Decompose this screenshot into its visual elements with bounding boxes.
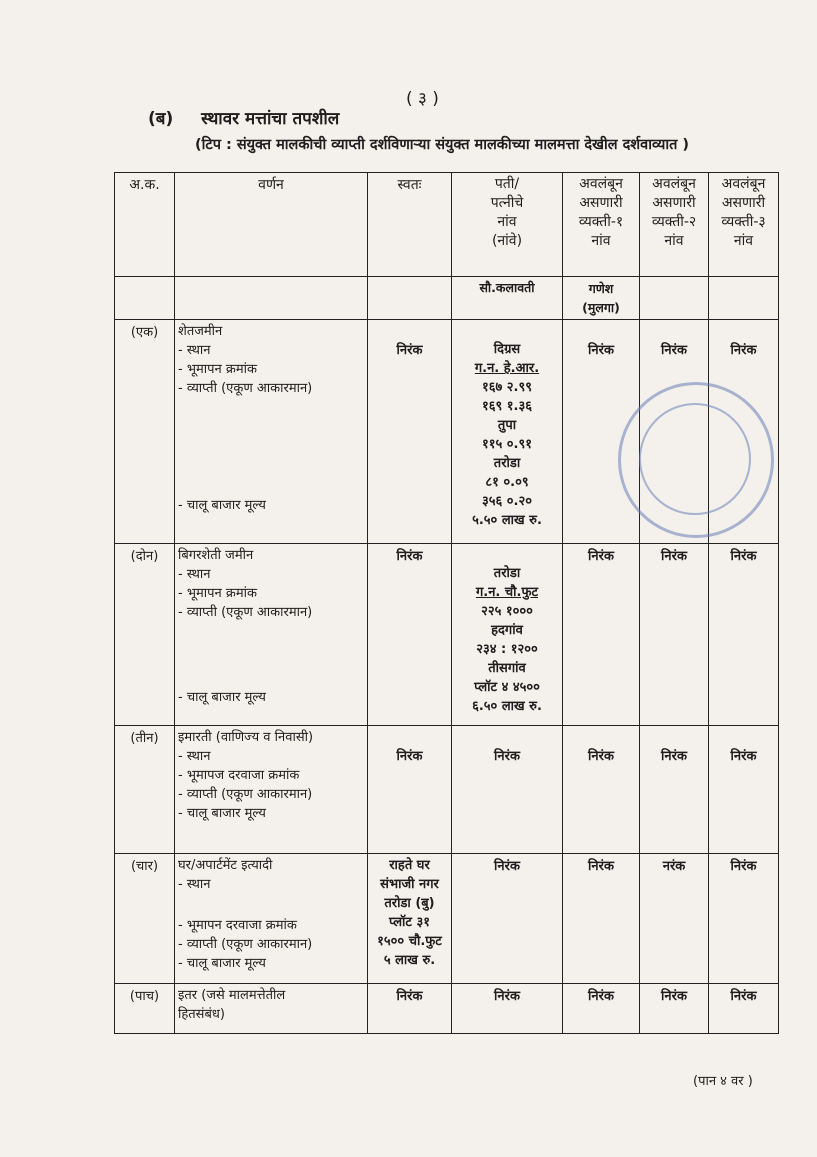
header-line: अवलंबून: [652, 176, 696, 192]
row-field: - भूमापज दरवाजा क्रमांक: [178, 768, 300, 783]
place-name: तरोडा: [493, 456, 521, 471]
residence-line: तरोडा (बु): [384, 896, 435, 911]
spouse-value: [452, 544, 563, 726]
header-row: [115, 173, 779, 277]
dependent-1-value: निरंक: [563, 726, 640, 854]
row-description: [175, 544, 368, 726]
dependent-3-value: निरंक: [709, 726, 779, 854]
row-serial: (पाच): [115, 984, 175, 1034]
subheader-row: [115, 277, 779, 320]
row-field: - स्थान: [178, 877, 211, 892]
row-title: बिगरशेती जमीन: [178, 548, 254, 563]
self-value: निरंक: [368, 320, 452, 544]
header-line: असणारी: [721, 195, 766, 211]
dependent-1-value: निरंक: [563, 854, 640, 984]
spouse-value: [452, 320, 563, 544]
dependent-1-name: [563, 277, 640, 320]
header-line: व्यक्ती-१: [578, 214, 624, 230]
header-line: पत्नीचे: [490, 195, 524, 211]
survey-header: ग.न. हे.आर.: [474, 361, 540, 376]
survey-entry: ११५ ०.९१: [481, 437, 533, 452]
header-line: नांव: [497, 214, 517, 230]
survey-entry: ८१ ०.०९: [485, 475, 529, 490]
row-field: - भूमापन दरवाजा क्रमांक: [178, 918, 297, 933]
subheader-cell: [115, 277, 175, 320]
dependent-1-value: निरंक: [563, 320, 640, 544]
dependent-3-value: निरंक: [709, 544, 779, 726]
self-value: [368, 854, 452, 984]
header-self: स्वतः: [368, 173, 452, 277]
table-row: [115, 726, 779, 854]
subheader-cell: [175, 277, 368, 320]
row-serial: (एक): [115, 320, 175, 544]
dependent-1-value: निरंक: [563, 984, 640, 1034]
place-name: दिग्रस: [493, 342, 521, 357]
header-description: वर्णन: [175, 173, 368, 277]
header-sr: अ.क.: [115, 173, 175, 277]
residence-line: संभाजी नगर: [380, 877, 439, 892]
survey-entry: २२५ १०००: [481, 604, 533, 619]
table-row: [115, 854, 779, 984]
row-field: - स्थान: [178, 567, 211, 582]
section-label: (ब): [148, 109, 174, 129]
header-line: अवलंबून: [721, 176, 766, 192]
row-serial: (दोन): [115, 544, 175, 726]
row-title: इतर (जसे मालमत्तेतील: [178, 988, 286, 1003]
residence-line: प्लॉट ३१: [388, 915, 431, 930]
dependent-1-value: निरंक: [563, 544, 640, 726]
row-field: - भूमापन क्रमांक: [178, 362, 257, 377]
header-line: अवलंबून: [579, 176, 623, 192]
dependent-2-value: नरंक: [640, 854, 709, 984]
survey-entry: १६९ १.३६: [481, 399, 533, 414]
row-field: - स्थान: [178, 343, 211, 358]
place-name: तीसगांव: [488, 661, 526, 676]
residence-line: ५ लाख रु.: [383, 953, 436, 968]
header-dependent-1: [563, 173, 640, 277]
subheader-cell: [368, 277, 452, 320]
header-line: नांव: [733, 233, 754, 249]
dependent-3-value: निरंक: [709, 854, 779, 984]
subheader-cell: [709, 277, 779, 320]
row-field: - चालू बाजार मूल्य: [178, 956, 266, 971]
dependent-2-value: निरंक: [640, 984, 709, 1034]
note-text: (टिप : संयुक्त मालकीची व्याप्ती दर्शविणाऱ्या संयुक्त मालकीच्या मालमत्ता देखील दर्शवाव्यात ): [195, 137, 690, 153]
place-name: तुपा: [497, 418, 517, 433]
row-market-value: - चालू बाजार मूल्य: [178, 690, 266, 705]
market-value: ५.५० लाख रु.: [472, 513, 542, 528]
table-row: [115, 544, 779, 726]
survey-entry: २३४ : १२००: [476, 642, 538, 657]
survey-entry: १६७ २.९९: [481, 380, 533, 395]
header-line: असणारी: [579, 195, 623, 211]
row-field: - भूमापन क्रमांक: [178, 586, 257, 601]
place-name: तरोडा: [493, 566, 521, 581]
survey-header: ग.न. चौ.फुट: [475, 585, 539, 600]
dependent-2-value: निरंक: [640, 544, 709, 726]
spouse-value: निरंक: [452, 984, 563, 1034]
dependent-2-value: निरंक: [640, 320, 709, 544]
row-title: इमारती (वाणिज्य व निवासी): [178, 730, 314, 745]
row-field: - व्याप्ती (एकूण आकारमान): [178, 937, 313, 952]
section-heading: [148, 106, 339, 129]
header-line: (नांवे): [491, 233, 523, 249]
assets-table: [114, 172, 779, 1034]
row-market-value: - चालू बाजार मूल्य: [178, 498, 266, 513]
row-serial: (तीन): [115, 726, 175, 854]
residence-line: राहते घर: [389, 858, 430, 873]
row-title: शेतजमीन: [178, 324, 223, 339]
header-dependent-3: [709, 173, 779, 277]
survey-entry: प्लॉट ४ ४५००: [474, 680, 540, 695]
subheader-cell: [640, 277, 709, 320]
row-description: [175, 854, 368, 984]
header-line: नांव: [664, 233, 684, 249]
dependent-3-value: निरंक: [709, 320, 779, 544]
survey-entry: ३५६ ०.२०: [481, 494, 533, 509]
spouse-value: निरंक: [452, 726, 563, 854]
dependent-2-value: निरंक: [640, 726, 709, 854]
row-field: - व्याप्ती (एकूण आकारमान): [178, 787, 313, 802]
row-field: - व्याप्ती (एकूण आकारमान): [178, 381, 313, 396]
dependent-3-value: निरंक: [709, 984, 779, 1034]
section-title: स्थावर मत्तांचा तपशील: [201, 109, 340, 129]
row-field: - स्थान: [178, 749, 211, 764]
market-value: ६.५० लाख रु.: [472, 699, 542, 714]
header-line: पती/: [494, 176, 520, 192]
self-value: निरंक: [368, 726, 452, 854]
continued-note: (पान ४ वर ): [693, 1074, 753, 1089]
spouse-name: सौ.कलावती: [452, 277, 563, 320]
dependent-1-relation: (मुलगा): [582, 300, 620, 315]
row-field: - व्याप्ती (एकूण आकारमान): [178, 605, 313, 620]
row-description: [175, 726, 368, 854]
header-line: असणारी: [652, 195, 696, 211]
table-row: [115, 320, 779, 544]
row-description: [175, 320, 368, 544]
row-title: घर/अपार्टमेंट इत्यादी: [178, 858, 273, 873]
spouse-value: निरंक: [452, 854, 563, 984]
header-dependent-2: [640, 173, 709, 277]
header-line: नांव: [591, 233, 611, 249]
row-field: - चालू बाजार मूल्य: [178, 806, 266, 821]
table-row: [115, 984, 779, 1034]
header-line: व्यक्ती-३: [721, 214, 766, 230]
header-line: व्यक्ती-२: [651, 214, 697, 230]
self-value: निरंक: [368, 544, 452, 726]
header-spouse: [452, 173, 563, 277]
residence-line: १५०० चौ.फुट: [377, 934, 442, 949]
place-name: हदगांव: [491, 623, 523, 638]
dependent-1-name-line: गणेश: [588, 281, 614, 296]
row-description: [175, 984, 368, 1034]
page-number: ( ३ ): [406, 89, 439, 109]
row-title-cont: हितसंबंध): [178, 1007, 225, 1022]
row-serial: (चार): [115, 854, 175, 984]
self-value: निरंक: [368, 984, 452, 1034]
